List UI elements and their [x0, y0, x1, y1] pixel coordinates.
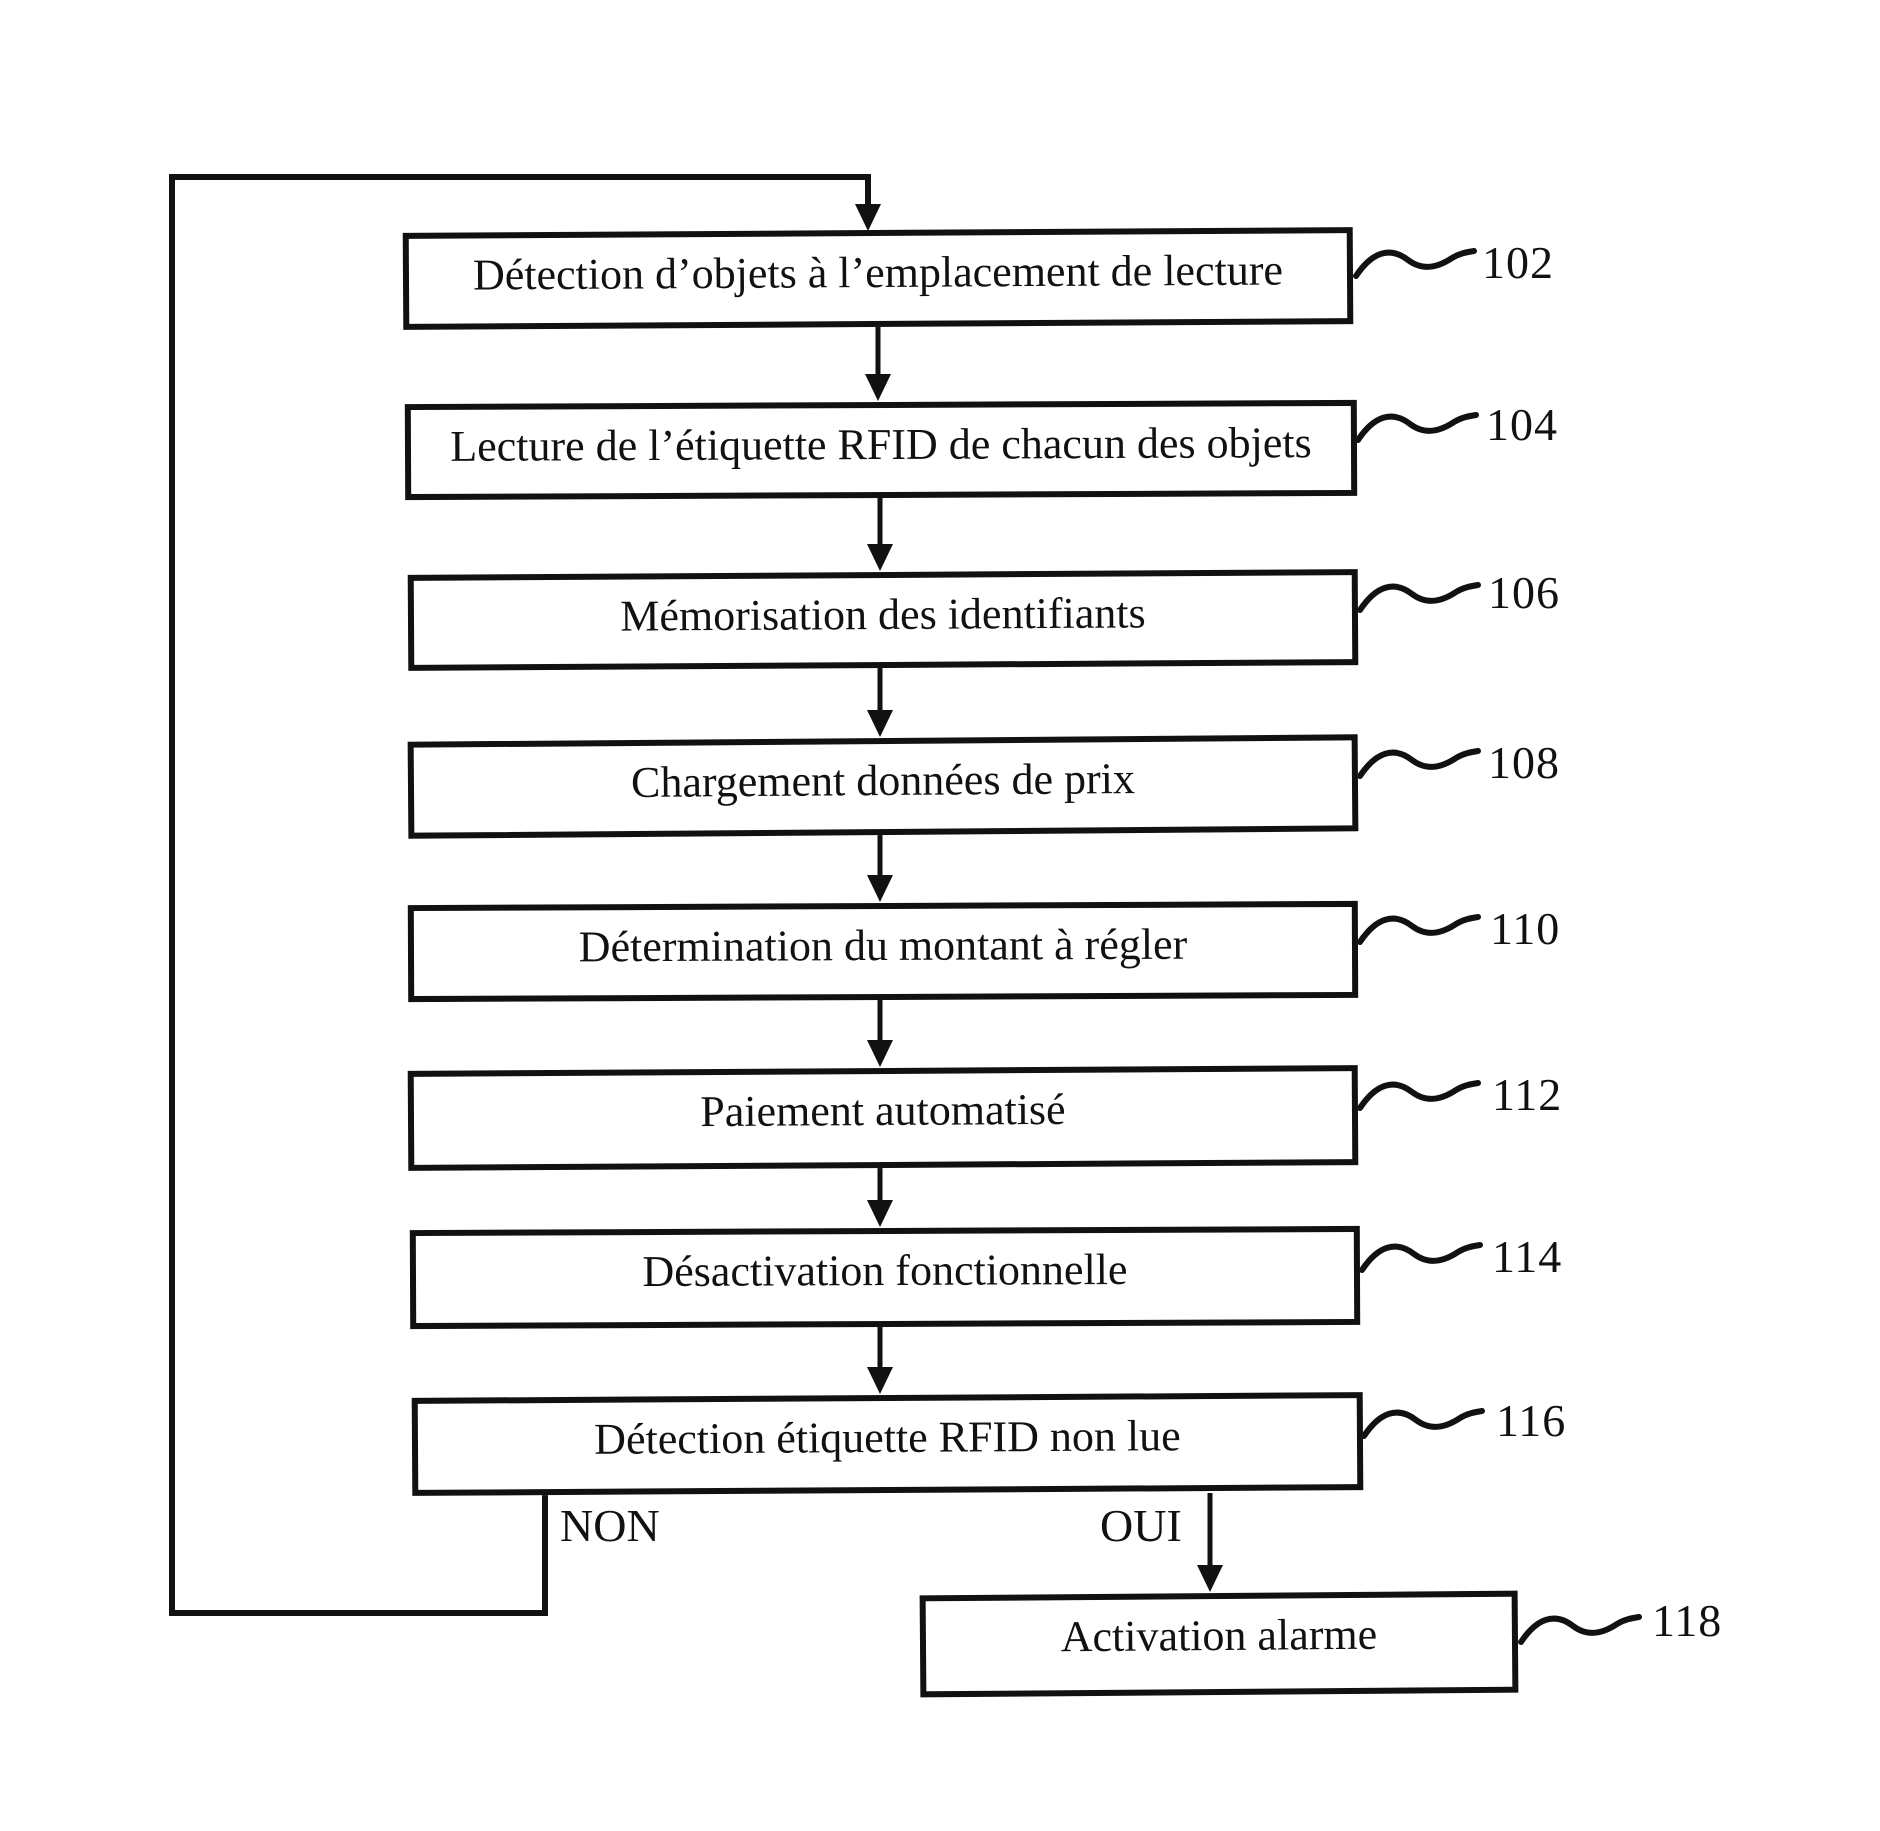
ref-connector-108 — [1360, 751, 1478, 776]
ref-connector-106 — [1360, 585, 1478, 610]
ref-connector-118 — [1521, 1617, 1639, 1642]
step-box-108 — [408, 734, 1359, 838]
arrowhead-114-116 — [867, 1367, 893, 1394]
step-label-102: Détection d’objets à l’emplacement de lecture — [472, 245, 1284, 300]
step-box-116 — [412, 1392, 1364, 1496]
step-box-112 — [408, 1065, 1359, 1171]
step-label-106: Mémorisation des identifiants — [620, 588, 1146, 641]
branch-label-non: NON — [560, 1500, 660, 1551]
ref-number-108: 108 — [1488, 737, 1560, 788]
step-box-102 — [403, 227, 1354, 330]
step-label-112: Paiement automatisé — [700, 1084, 1066, 1137]
ref-connector-104 — [1358, 415, 1476, 440]
step-box-110 — [408, 901, 1358, 1002]
step-box-106 — [408, 569, 1359, 671]
step-box-114 — [410, 1226, 1360, 1329]
ref-connector-112 — [1360, 1083, 1478, 1108]
ref-connector-110 — [1360, 917, 1478, 942]
ref-number-104: 104 — [1486, 399, 1558, 450]
ref-number-106: 106 — [1488, 567, 1560, 618]
arrowhead-104-106 — [867, 544, 893, 571]
ref-connector-114 — [1362, 1245, 1480, 1270]
arrowhead-112-114 — [867, 1200, 893, 1227]
step-label-118: Activation alarme — [1060, 1609, 1378, 1662]
branch-label-oui: OUI — [1100, 1500, 1182, 1551]
ref-number-116: 116 — [1496, 1395, 1567, 1446]
step-box-118 — [920, 1591, 1519, 1698]
step-label-104: Lecture de l’étiquette RFID de chacun des objets — [450, 418, 1312, 471]
ref-connector-102 — [1356, 251, 1474, 276]
ref-number-102: 102 — [1482, 237, 1554, 288]
step-box-104 — [405, 400, 1357, 500]
ref-number-112: 112 — [1492, 1069, 1563, 1120]
step-label-110: Détermination du montant à régler — [578, 919, 1188, 972]
arrowhead-oui-118 — [1197, 1565, 1223, 1592]
arrowhead-102-104 — [865, 374, 891, 401]
step-label-108: Chargement données de prix — [630, 754, 1136, 807]
step-label-114: Désactivation fonctionnelle — [642, 1244, 1128, 1297]
ref-connector-116 — [1364, 1411, 1482, 1436]
arrowhead-108-110 — [867, 875, 893, 902]
ref-number-118: 118 — [1652, 1595, 1723, 1646]
arrowhead-loop-into-102 — [855, 204, 881, 231]
step-label-116: Détection étiquette RFID non lue — [594, 1411, 1181, 1464]
arrowhead-106-108 — [867, 710, 893, 737]
ref-number-110: 110 — [1490, 903, 1561, 954]
arrowhead-110-112 — [867, 1040, 893, 1067]
ref-number-114: 114 — [1492, 1231, 1563, 1282]
